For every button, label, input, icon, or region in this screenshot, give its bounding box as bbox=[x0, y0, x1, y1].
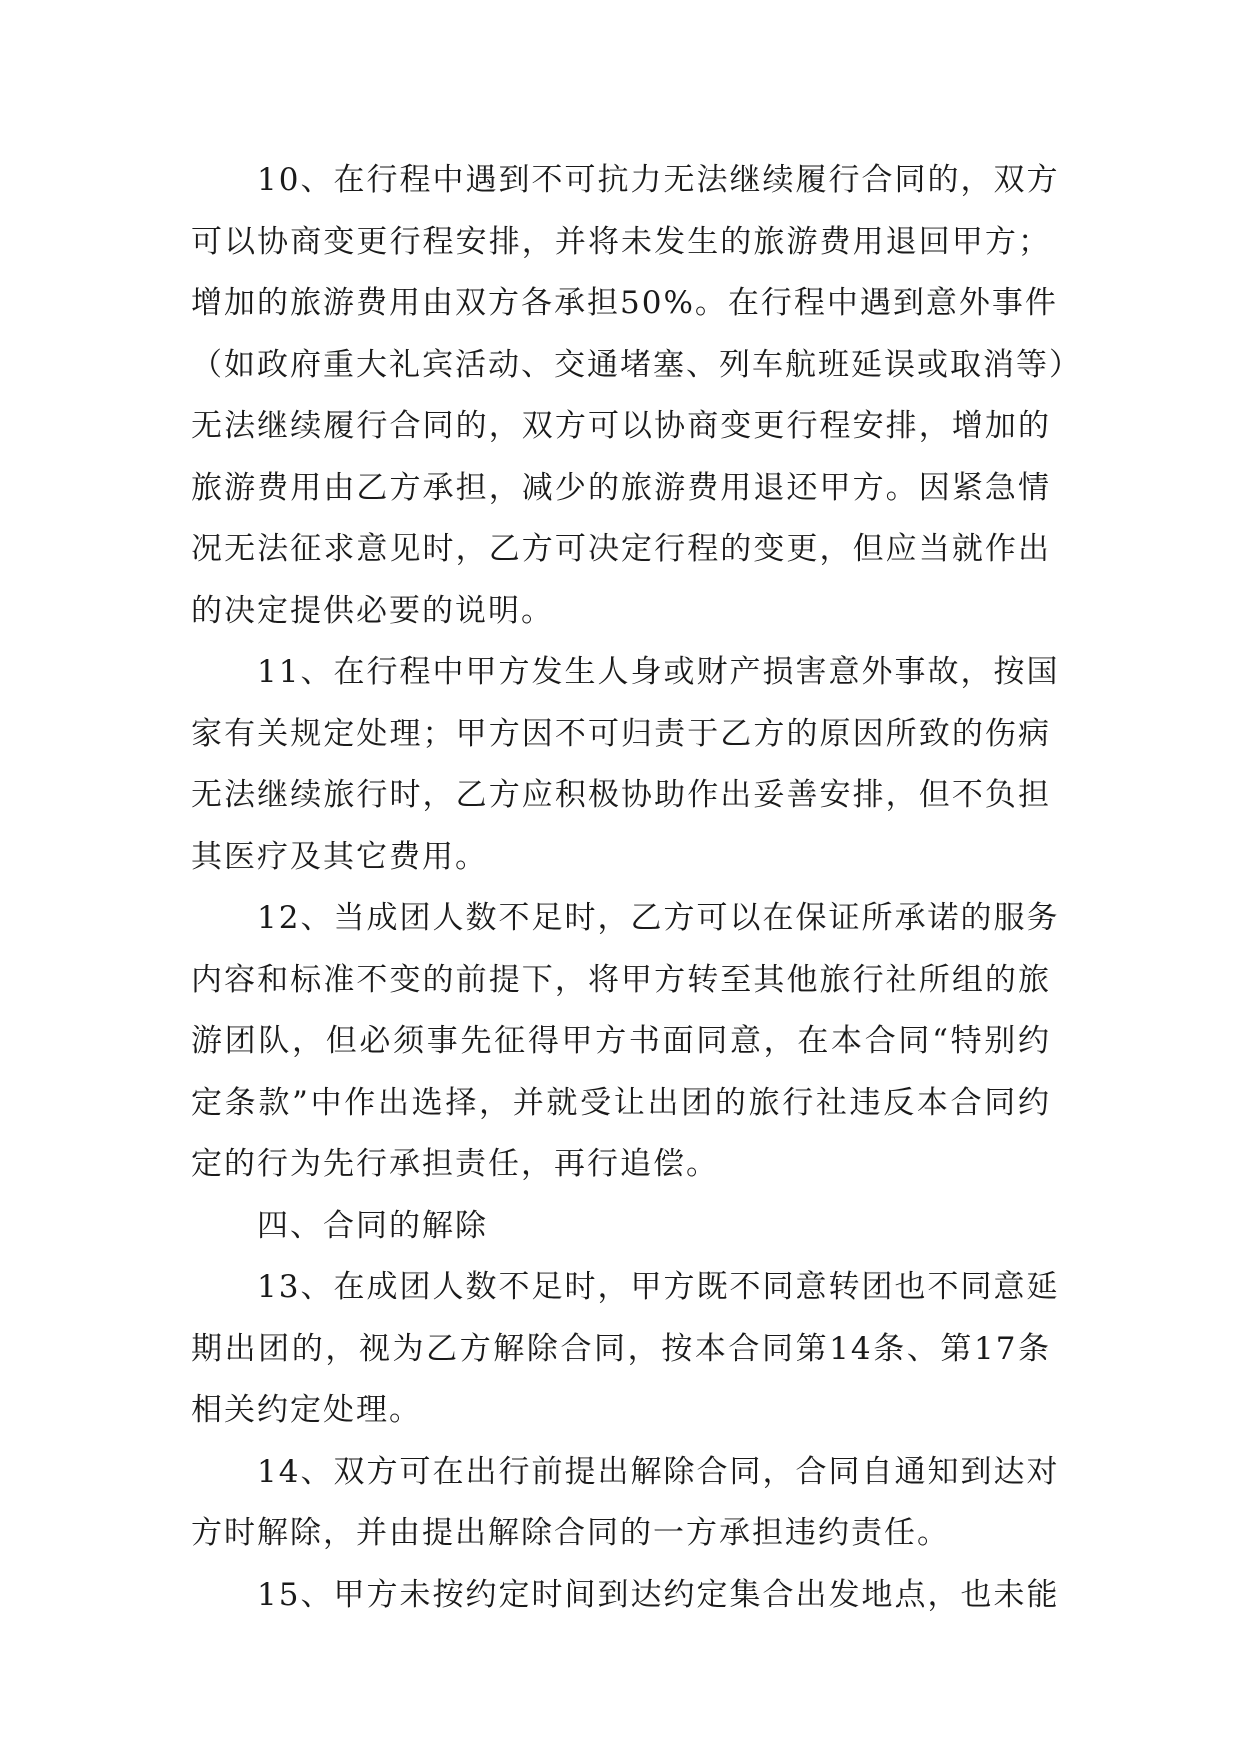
text-line: 无法继续履行合同的，双方可以协商变更行程安排，增加的 bbox=[191, 408, 1051, 444]
text-line: 增加的旅游费用由双方各承担50%。在行程中遇到意外事件 bbox=[191, 285, 1058, 321]
clause-12 bbox=[191, 888, 1060, 1196]
document-body bbox=[191, 150, 1082, 1626]
text-line: 旅游费用由乙方承担，减少的旅游费用退还甲方。因紧急情 bbox=[191, 469, 1051, 506]
text-line: 15、甲方未按约定时间到达约定集合出发地点，也未能 bbox=[257, 1576, 1060, 1613]
text-line: 的决定提供必要的说明。 bbox=[191, 592, 554, 629]
clause-10 bbox=[191, 150, 1082, 642]
text-line: 定的行为先行承担责任，再行追偿。 bbox=[191, 1146, 719, 1182]
text-line: 游团队，但必须事先征得甲方书面同意，在本合同“特别约 bbox=[191, 1023, 1051, 1059]
text-line: 家有关规定处理；甲方因不可归责于乙方的原因所致的伤病 bbox=[191, 715, 1051, 752]
clause-13 bbox=[191, 1257, 1060, 1442]
text-line: 况无法征求意见时，乙方可决定行程的变更，但应当就作出 bbox=[191, 531, 1051, 567]
text-line: 13、在成团人数不足时，甲方既不同意转团也不同意延 bbox=[257, 1269, 1060, 1305]
clause-14 bbox=[191, 1442, 1060, 1565]
text-line: 11、在行程中甲方发生人身或财产损害意外事故，按国 bbox=[257, 654, 1060, 690]
clause-11 bbox=[191, 642, 1060, 888]
text-line: 无法继续旅行时，乙方应积极协助作出妥善安排，但不负担 bbox=[191, 777, 1051, 813]
text-line: 定条款”中作出选择，并就受让出团的旅行社违反本合同约 bbox=[191, 1084, 1051, 1121]
text-line: 期出团的，视为乙方解除合同，按本合同第14条、第17条 bbox=[191, 1330, 1051, 1367]
clause-15 bbox=[191, 1565, 1060, 1627]
text-line: 可以协商变更行程安排，并将未发生的旅游费用退回甲方； bbox=[191, 223, 1051, 260]
text-line: 其医疗及其它费用。 bbox=[191, 838, 488, 875]
text-line: 相关约定处理。 bbox=[191, 1392, 422, 1428]
section-heading bbox=[191, 1196, 1051, 1258]
text-line: 12、当成团人数不足时，乙方可以在保证所承诺的服务 bbox=[257, 900, 1060, 936]
section-title: 四、合同的解除 bbox=[257, 1207, 488, 1244]
text-line: 10、在行程中遇到不可抗力无法继续履行合同的，双方 bbox=[257, 162, 1060, 198]
text-line: 14、双方可在出行前提出解除合同，合同自通知到达对 bbox=[257, 1453, 1060, 1490]
text-line: 内容和标准不变的前提下，将甲方转至其他旅行社所组的旅 bbox=[191, 961, 1051, 998]
text-line: 方时解除，并由提出解除合同的一方承担违约责任。 bbox=[191, 1515, 950, 1551]
text-line: （如政府重大礼宾活动、交通堵塞、列车航班延误或取消等） bbox=[191, 346, 1082, 383]
